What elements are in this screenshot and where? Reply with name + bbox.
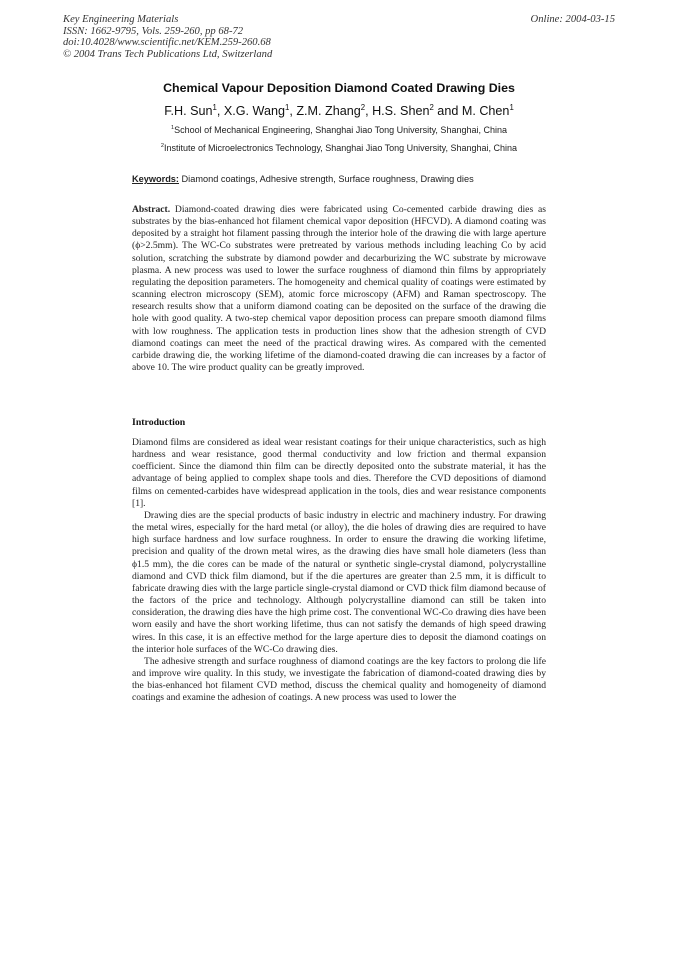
doi-line[interactable]: doi:10.4028/www.scientific.net/KEM.259-260.68 [63,37,271,49]
affiliation [0,125,678,135]
author-affiliation-mark: 1 [509,102,514,112]
issn-line: ISSN: 1662-9795, Vols. 259-260, pp 68-72 [63,25,244,37]
online-date: Online: 2004-03-15 [530,14,615,25]
author: Z.M. Zhang [296,104,361,118]
paragraph: The adhesive strength and surface roughness of diamond coatings are the key factors to prolong die life and improve wire quality. In this study, we investigate the fabrication of diamond-coated drawing dies by the bias-enhanced hot filament CVD method, discuss the chemical quality and homogeneity of diamond coatings and examine the adhesion of coatings. A new process was used to lower the [132,655,546,704]
author: M. Chen [461,104,510,118]
author-affiliation-mark: 2 [360,102,366,112]
keywords [132,174,474,184]
journal-header [63,14,272,60]
author: X.G. Wang [223,104,285,118]
author-affiliation-mark: 1 [284,102,290,112]
journal-name: Key Engineering Materials [63,14,179,25]
keywords-text: Diamond coatings, Adhesive strength, Surface roughness, Drawing dies [178,174,474,184]
author-affiliation-mark: 2 [429,102,434,112]
affiliation-text: Institute of Microelectronics Technology, Shanghai Jiao Tong University, Shanghai, China [164,143,518,153]
abstract [132,204,546,374]
affiliation [0,143,678,153]
author-separator: , [289,104,297,118]
paper-title: Chemical Vapour Deposition Diamond Coated Drawing Dies [163,81,515,95]
abstract-label: Abstract. [132,204,171,215]
paragraph: Diamond films are considered as ideal wear resistant coatings for their unique characteristics, such as high hardness and wear resistance, good thermal conductivity and low friction and thermal expansion coefficient. Since the diamond thin film can be directly deposited onto the substrate material, it has the advantage of being applied to complex shape tools and dies. Therefore the CVD depositions of diamond films on cemented-carbides have widespread application in the tools, dies and wear resistance components [1]. [132,437,546,509]
author: H.S. Shen [372,104,430,118]
affiliation-number: 1 [171,125,175,131]
section-heading-introduction: Introduction [132,417,186,428]
paragraph: Drawing dies are the special products of basic industry in electric and machinery industry. For drawing the metal wires, especially for the hard metal (or alloy), the die holes of drawing dies are required to have high surface hardness and low surface roughness. In order to ensure the drawing die working lifetime, precision and quality of the drown metal wires, as the drawing dies have small hole diameters (less than ϕ1.5 mm), the die cores can be made of the natural or synthetic single-crystal diamond, polycrystalline diamond and CVD thick film diamond, but if the die apertures are greater than 2.5 mm, it is difficult to fabricate drawing dies with the large particle single-crystal diamond or CVD thick film diamond because of the factors of the price and technology. Although polycrystalline diamond can still be taken into consideration, the drawing dies have the high prime cost. The conventional WC-Co drawing dies have been worn easily and have the short working lifetime, thus can not satisfy the demands of high speed drawing wires. In this case, it is an effective method for the large aperture dies to deposit the diamond coatings on the interior hole surfaces of the WC-Co drawing dies. [132,509,546,655]
affiliation-text: School of Mechanical Engineering, Shanghai Jiao Tong University, Shanghai, China [174,125,507,135]
author-affiliation-mark: 1 [212,102,217,112]
author: F.H. Sun [164,104,213,118]
author-list [0,104,678,118]
author-separator: , [365,104,373,118]
author-separator: and [433,104,462,118]
introduction-body [132,437,546,704]
affiliation-number: 2 [160,143,165,149]
copyright-line: © 2004 Trans Tech Publications Ltd, Switzerland [63,48,273,60]
author-separator: , [216,104,224,118]
abstract-text: Diamond-coated drawing dies were fabricated using Co-cemented carbide drawing dies as substrates by the bias-enhanced hot filament chemical vapor deposition (HFCVD). A diamond coating was deposited by a straight hot filament passing through the interior hole of the drawing die with large aperture (ϕ>2.5mm). The WC-Co substrates were pretreated by various methods including leaching Co by acid solution, scratching the substrate by diamond powder and decarburizing the WC substrate by microwave plasma. A new process was used to lower the surface roughness of diamond thin films by appropriately regulating the deposition parameters. The homogeneity and chemical quality of coatings were estimated by scanning electron microscopy (SEM), atomic force microscopy (AFM) and Raman spectroscopy. The research results show that a uniform diamond coating can be deposited on the surface of the drawing die hole with good quality. A two-step chemical vapor deposition process can prepare smooth diamond films with low roughness. The application tests in production lines show that the adhesion strength of CVD diamond coatings can meet the need of the practical drawing wires. As compared with the cemented carbide drawing die, the working lifetime of the diamond-coated drawing die can increases by a factor of above 10. The wire product quality can be greatly improved. [132,204,546,374]
keywords-label: Keywords: [132,174,179,184]
